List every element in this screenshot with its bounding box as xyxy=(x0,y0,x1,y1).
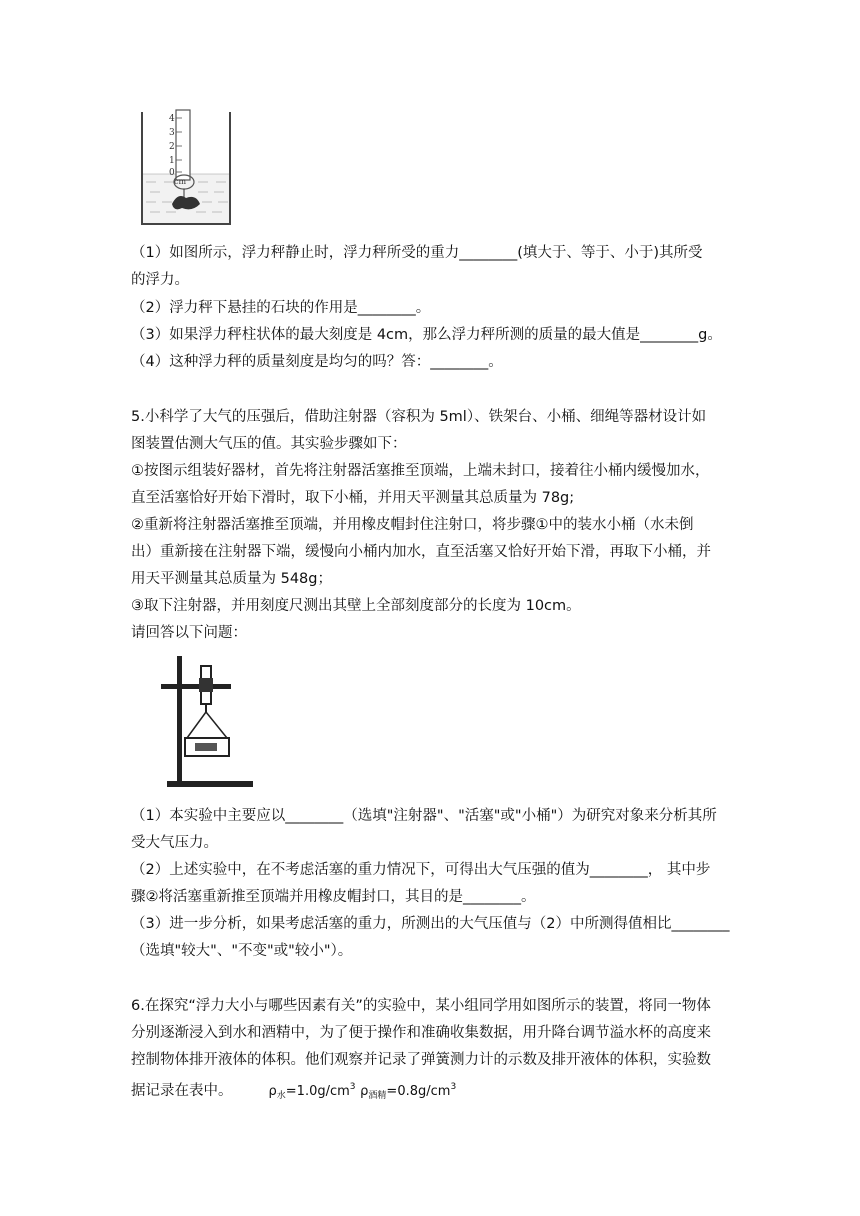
q5-answer2-line1: （2）上述实验中，在不考虑活塞的重力情况下，可得出大气压强的值为________， 其中步 xyxy=(131,862,711,878)
q5-step2-line1: ②重新将注射器活塞推至顶端，并用橡皮帽封住注射口，将步骤①中的装水小桶（水未倒 xyxy=(131,517,694,533)
q6-line3: 控制物体排开液体的体积。他们观察并记录了弹簧测力计的示数及排开液体的体积，实验数 xyxy=(131,1052,711,1068)
syringe-stand-figure xyxy=(155,654,255,792)
alcohol-subscript: 酒精 xyxy=(368,1091,387,1101)
q5-step1-line1: ①按图示组装好器材，首先将注射器活塞推至顶端，上端未封口，接着往小桶内缓慢加水， xyxy=(131,463,710,479)
q4-part4: （4）这种浮力秤的质量刻度是均匀的吗？答：________。 xyxy=(131,354,503,370)
q6-line4 xyxy=(131,1077,456,1106)
scale-label-2: 2 xyxy=(169,142,175,152)
scale-label-1: 1 xyxy=(169,156,175,166)
q6-line1: 6.在探究“浮力大小与哪些因素有关”的实验中，某小组同学用如图所示的装置，将同一物体 xyxy=(131,998,711,1014)
q5-intro-line2: 图装置估测大气压的值。其实验步骤如下： xyxy=(131,436,407,452)
q5-ask: 请回答以下问题： xyxy=(131,625,247,641)
density-water xyxy=(269,1084,356,1099)
scale-label-4: 4 xyxy=(169,114,175,124)
q4-part2: （2）浮力秤下悬挂的石块的作用是________。 xyxy=(131,300,431,316)
q5-answer1-line2: 受大气压力。 xyxy=(131,835,218,851)
q4-part1-line2: 的浮力。 xyxy=(131,272,189,288)
q5-answer1-line1: （1）本实验中主要应以________（选填"注射器"、"活塞"或"小桶"）为研究对象来分析其所 xyxy=(131,808,717,824)
q5-step2-line3: 用天平测量其总质量为 548g； xyxy=(131,571,332,587)
q5-step2-line2: 出）重新接在注射器下端，缓慢向小桶内加水，直至活塞又恰好开始下滑，再取下小桶，并 xyxy=(131,544,711,560)
scale-label-3: 3 xyxy=(169,128,175,138)
q5-answer3-line1: （3）进一步分析，如果考虑活塞的重力，所测出的大气压值与（2）中所测得值相比________ xyxy=(131,916,730,932)
q5-answer3-line2: （选填"较大"、"不变"或"较小"）。 xyxy=(131,943,353,959)
q5-step3: ③取下注射器，并用刻度尺测出其壁上全部刻度部分的长度为 10cm。 xyxy=(131,598,581,614)
q4-part3: （3）如果浮力秤柱状体的最大刻度是 4cm，那么浮力秤所测的质量的最大值是________g。 xyxy=(131,327,722,343)
q5-intro-line1: 5.小科学了大气的压强后，借助注射器（容积为 5ml）、铁架台、小桶、细绳等器材设计如 xyxy=(131,409,707,425)
water-subscript: 水 xyxy=(276,1091,286,1101)
scale-label-unit: cm xyxy=(174,177,187,186)
rho-symbol: ρ xyxy=(268,1084,277,1099)
q4-part1-line1: （1）如图所示，浮力秤静止时，浮力秤所受的重力________(填大于、等于、小于)其所受 xyxy=(131,245,703,261)
q6-line2: 分别逐渐浸入到水和酒精中，为了便于操作和准确收集数据，用升降台调节溢水杯的高度来 xyxy=(131,1025,711,1041)
floating-scale-figure xyxy=(136,108,236,230)
alcohol-exponent: 3 xyxy=(450,1082,457,1092)
alcohol-density-value: =0.8g/cm xyxy=(386,1084,451,1099)
q5-answer2-line2: 骤②将活塞重新推至顶端并用橡皮帽封口，其目的是________。 xyxy=(131,889,536,905)
q5-step1-line2: 直至活塞恰好开始下滑时，取下小桶，并用天平测量其总质量为 78g; xyxy=(131,490,575,506)
water-density-value: =1.0g/cm xyxy=(285,1084,350,1099)
q6-line4-text: 据记录在表中。 xyxy=(131,1083,233,1099)
rho-symbol: ρ xyxy=(360,1084,369,1099)
density-alcohol xyxy=(360,1084,456,1099)
water-exponent: 3 xyxy=(349,1082,356,1092)
scale-label-0: 0 xyxy=(169,168,175,178)
